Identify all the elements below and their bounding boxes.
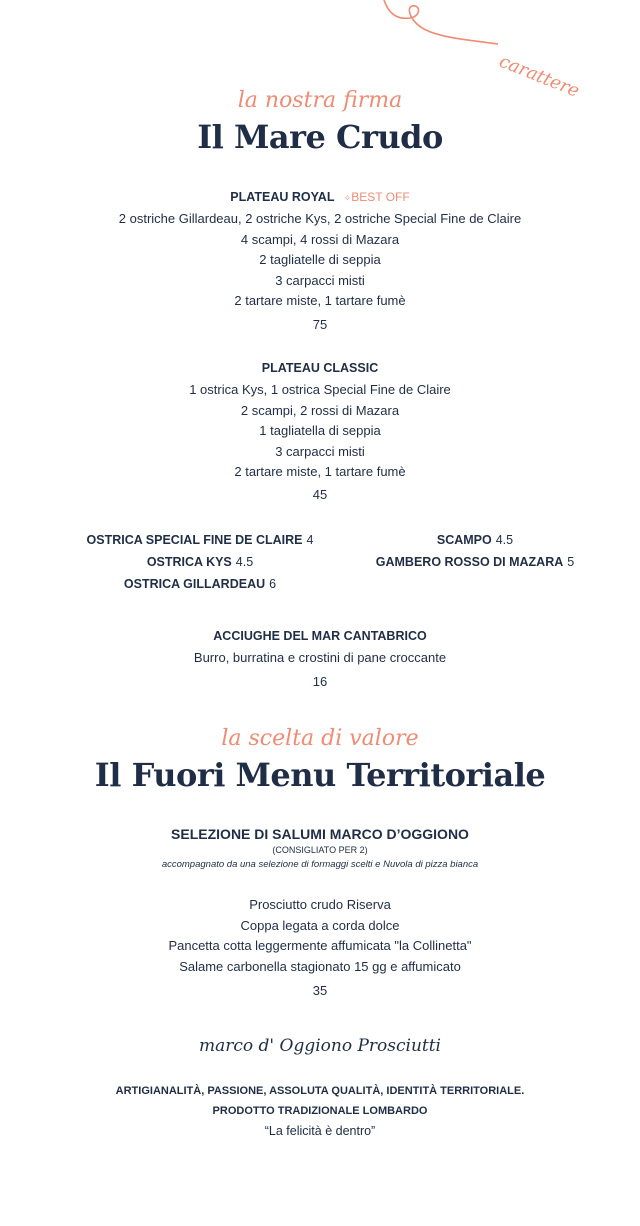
menu-line: 2 ostriche Gillardeau, 2 ostriche Kys, 2 ostriche Special Fine de Claire: [118, 211, 522, 226]
salumi-price: 35: [312, 983, 328, 998]
plateau-royal-header: [0, 190, 640, 204]
signature-logo: marco d' Oggiono Prosciutti: [199, 1036, 441, 1056]
plateau-classic-price: 45: [312, 487, 328, 502]
decorative-script-word: carattere: [496, 50, 583, 102]
acciughe-price: 16: [312, 674, 328, 689]
section2-script-heading: la scelta di valore: [221, 726, 419, 751]
menu-item: GAMBERO ROSSO DI MAZARA 5: [375, 555, 575, 569]
menu-line: 2 tartare miste, 1 tartare fumè: [234, 293, 406, 309]
footer-line-2: PRODOTTO TRADIZIONALE LOMBARDO: [212, 1105, 428, 1117]
section2-title: Il Fuori Menu Territoriale: [94, 756, 546, 794]
plateau-royal-name: PLATEAU ROYAL: [230, 190, 335, 204]
menu-line: 3 carpacci misti: [275, 272, 365, 288]
menu-item: OSTRICA GILLARDEAU 6: [123, 577, 277, 591]
oysters-column: [40, 529, 360, 595]
menu-line: 1 tagliatella di seppia: [259, 423, 381, 439]
section1-title: Il Mare Crudo: [197, 118, 443, 156]
salumi-name: SELEZIONE DI SALUMI MARCO D’OGGIONO: [171, 826, 469, 842]
salumi-note: (CONSIGLIATO PER 2): [272, 845, 368, 855]
section1-script-heading: la nostra firma: [237, 88, 403, 113]
plateau-classic-lines: [0, 380, 640, 483]
menu-line: Prosciutto crudo Riserva: [249, 897, 391, 912]
salumi-lines: [0, 895, 640, 977]
badge-sparkle-icon: ✧: [343, 193, 352, 203]
menu-item: SCAMPO 4.5: [436, 533, 514, 547]
decorative-swirl: [370, 0, 640, 100]
crustaceans-column: [330, 529, 620, 573]
acciughe-description: Burro, burratina e crostini di pane croccante: [193, 650, 447, 665]
best-off-badge: ✧BEST OFF: [343, 190, 410, 204]
footer-line-1: ARTIGIANALITÀ, PASSIONE, ASSOLUTA QUALITÀ, IDENTITÀ TERRITORIALE.: [115, 1085, 525, 1097]
plateau-royal-price: 75: [312, 317, 328, 332]
acciughe-name: ACCIUGHE DEL MAR CANTABRICO: [213, 629, 427, 643]
menu-line: 4 scampi, 4 rossi di Mazara: [240, 231, 400, 247]
menu-item: OSTRICA KYS 4.5: [146, 555, 254, 569]
footer-quote: “La felicità è dentro”: [264, 1124, 376, 1138]
menu-line: 2 tartare miste, 1 tartare fumè: [234, 464, 406, 480]
menu-line: Pancetta cotta leggermente affumicata "la Collinetta": [168, 938, 472, 954]
menu-line: Salame carbonella stagionato 15 gg e affumicato: [179, 958, 461, 974]
menu-item: OSTRICA SPECIAL FINE DE CLAIRE 4: [86, 533, 314, 547]
salumi-description: accompagnato da una selezione di formaggi scelti e Nuvola di pizza bianca: [161, 859, 479, 870]
plateau-royal-lines: [0, 209, 640, 312]
menu-line: 3 carpacci misti: [275, 443, 365, 459]
menu-line: 2 scampi, 2 rossi di Mazara: [240, 402, 400, 418]
menu-line: Coppa legata a corda dolce: [240, 917, 400, 933]
menu-line: 2 tagliatelle di seppia: [259, 252, 381, 268]
menu-line: 1 ostrica Kys, 1 ostrica Special Fine de Claire: [189, 382, 451, 397]
plateau-classic-name: PLATEAU CLASSIC: [261, 361, 379, 375]
